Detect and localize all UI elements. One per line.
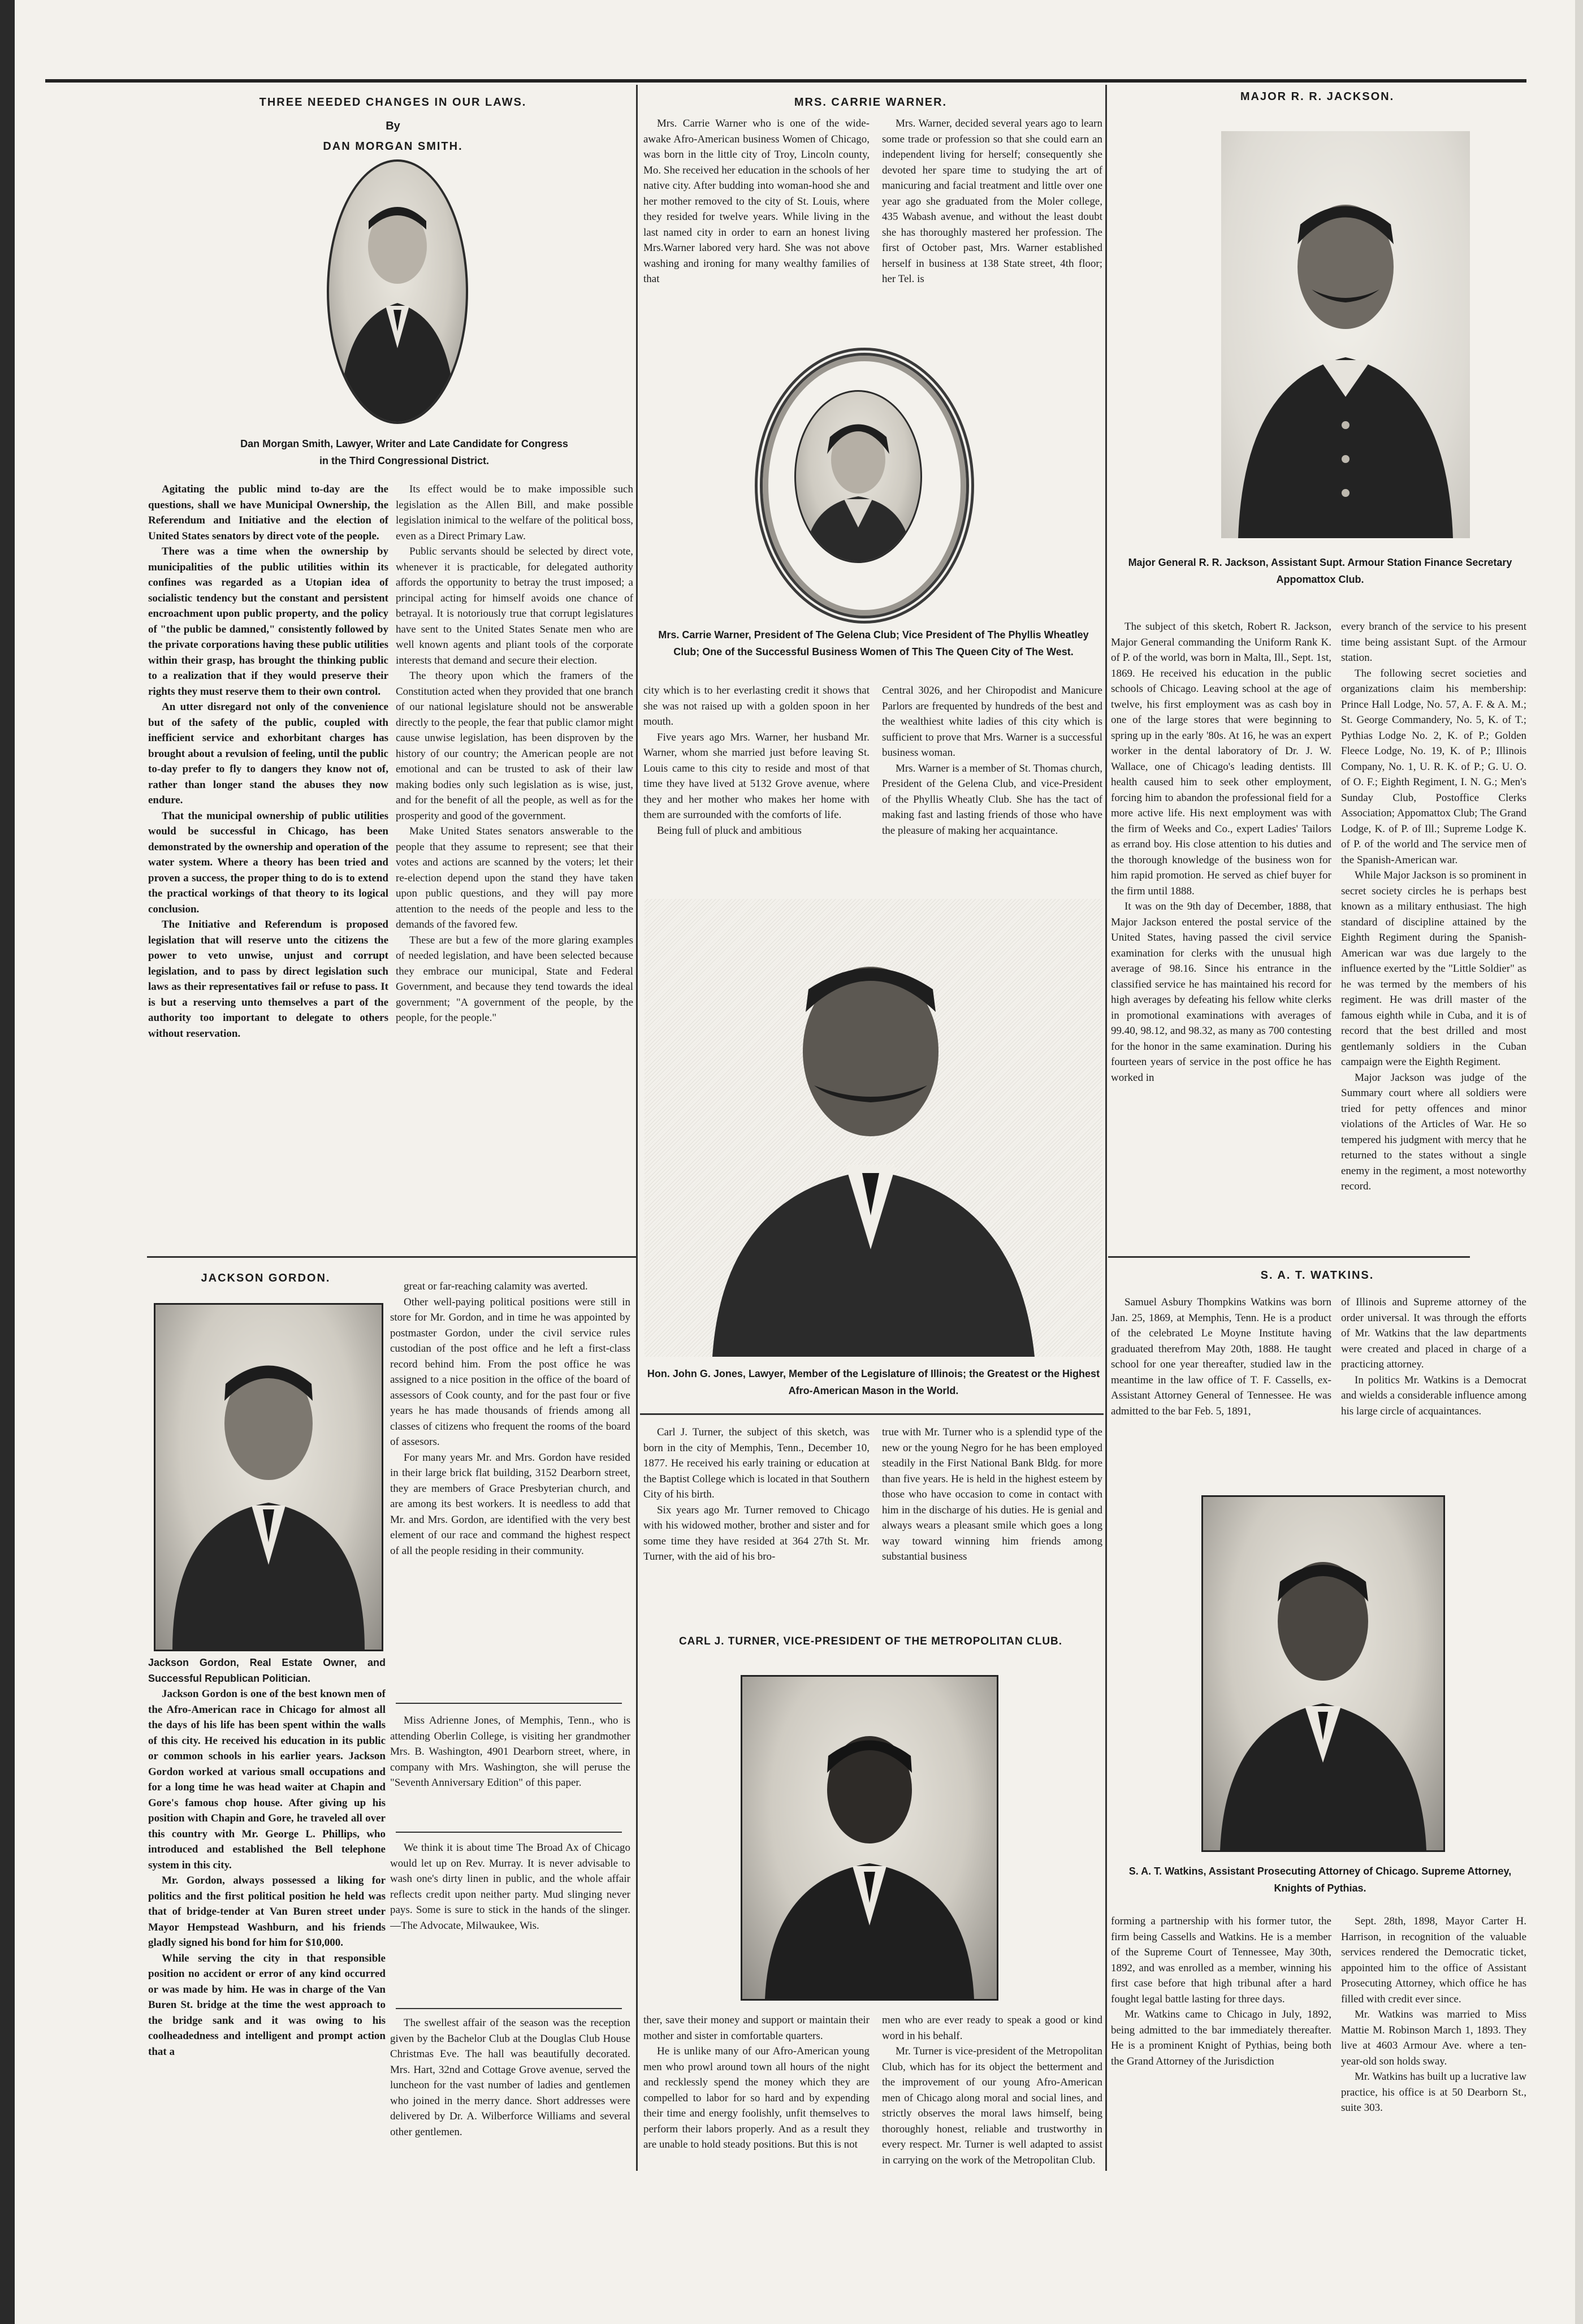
caption-line-2: in the Third Congressional District.	[319, 455, 490, 466]
paragraph: These are but a few of the more glaring examples of needed legislation, and have been selected because they embrace our municipal, State and Federal Government, and because they tend towards the ideal government; "A government of the people, by the people, for the people."	[396, 934, 633, 1024]
article-column-left	[148, 1655, 386, 2314]
paragraph: The Initiative and Referendum is proposed legislation that will reserve unto the citizens the power to veto unwise, unjust and corrupt legislation, and to pass by direct legislation such laws as their representatives fail or refuse to pass. It is but a reserving unto themselves a part of the authority too important to delegate to others without reservation.	[148, 919, 388, 1040]
article-headline: JACKSON GORDON.	[201, 1272, 331, 1284]
paragraph: Being full of pluck and ambitious	[657, 824, 802, 837]
article-headline: THREE NEEDED CHANGES IN OUR LAWS.	[259, 96, 527, 109]
photo-caption: Major General R. R. Jackson, Assistant Supt. Armour Station Finance Secretary Appomattox Club.	[1128, 557, 1512, 585]
article-column-left	[643, 116, 870, 339]
news-note	[390, 2015, 630, 2309]
paragraph: He is unlike many of our Afro-American young men who prowl around town all hours of the night and recklessly spend the money which they are compelled to labor for so hard and by expending their time and energy foolishly, unfit themselves to perform their labors properly. And as a result they are unable to hold steady positions. But this is not	[643, 2045, 870, 2150]
paragraph: Six years ago Mr. Turner removed to Chicago with his widowed mother, brother and sister and for some time they have resided at 364 27th St. Mr. Turner, with the aid of his bro-	[643, 1504, 870, 1563]
article-column-right	[1341, 1914, 1526, 2264]
article-headline: CARL J. TURNER, VICE-PRESIDENT OF THE METROPOLITAN CLUB.	[678, 1635, 1063, 1647]
paragraph: ther, save their money and support or maintain their mother and sister in comfortable quarters.	[643, 2014, 870, 2042]
portrait-carrie-warner	[794, 390, 922, 563]
news-note	[390, 1713, 630, 1826]
paragraph: That the municipal ownership of public utilities would be successful in Chicago, has been demonstrated by the ownership and operation of the water system. Where a theory has been tried and proven a success, the proper thing to do is to extend the practical workings of that theory to its logical conclusion.	[148, 810, 388, 915]
article-column-right	[882, 683, 1102, 886]
paragraph: Other well-paying political positions were still in store for Mr. Gordon, and in time he was appointed by postmaster Gordon, under the civil service rules custodian of the post office and he left a first-class record behind him. From the post office he was assigned to a nice position in the office of the board of assessors of Cook county, and for the past four or five years he has made thousands of friends among all classes of citizens who frequent the rooms of the board of assesors.	[390, 1296, 630, 1448]
article-column-left	[643, 683, 870, 886]
section-rule	[396, 2008, 622, 2009]
byline-by: By	[386, 120, 400, 132]
paragraph: of Illinois and Supreme attorney of the order universal. It was through the efforts of Mr. Watkins that the law departments were created and placed in charge of a practicing attorney.	[1341, 1296, 1526, 1370]
paragraph: Major Jackson was judge of the Summary court where all soldiers were tried for petty offences and minor violations of the Articles of War. He so tempered his judgment with mercy that he returned to the states without a single enemy in the regiment, a most noteworthy record.	[1341, 1071, 1526, 1192]
paragraph: Its effect would be to make impossible such legislation as the Allen Bill, and make possible legislation inimical to the welfare of the political boss, even as a Direct Primary Law.	[396, 483, 633, 542]
photo-caption: Jackson Gordon, Real Estate Owner, and Successful Republican Politician.	[148, 1657, 386, 1684]
top-rule	[45, 79, 1526, 83]
paragraph: Carl J. Turner, the subject of this sketch, was born in the city of Memphis, Tenn., December 10, 1877. He received his early training or education at the Baptist College which is located in that Southern City of his birth.	[643, 1426, 870, 1500]
paragraph: Mr. Watkins was married to Miss Mattie M. Robinson March 1, 1893. They live at 4603 Armour Ave. where a ten-year-old son holds sway.	[1341, 2009, 1526, 2067]
paragraph: Miss Adrienne Jones, of Memphis, Tenn., who is attending Oberlin College, is visiting her grandmother Mrs. B. Washington, 4901 Dearborn street, where, in company with Mrs. Washington, she will peruse the "Seventh Anniversary Edition" of this paper.	[390, 1715, 630, 1789]
news-note	[390, 1840, 630, 2004]
portrait-s-a-t-watkins	[1201, 1495, 1445, 1852]
engraving-john-g-jones	[645, 899, 1102, 1357]
portrait-dan-morgan-smith	[327, 159, 468, 424]
photo-caption: S. A. T. Watkins, Assistant Prosecuting Attorney of Chicago. Supreme Attorney, Knights of Pythias.	[1128, 1866, 1512, 1894]
paragraph: While Major Jackson is so prominent in secret society circles he is perhaps best known as a military enthusiast. The high standard of discipline attained by the Eighth Regiment during the Spanish-American war was due largely to the influence exerted by the "Little Soldier" as he was termed by the members of his regiment. He was drill master of the famous eighth while in Cuba, and it is of record that the best drilled and most gentlemanly soldiers in the Cuban campaign were the Eighth Regiment.	[1341, 869, 1526, 1068]
paragraph: There was a time when the ownership by municipalities of the public utilities within its confines was regarded as a Utopian idea of socialistic tendency but the constant and persistent encroachment upon public property, and the policy of "the public be damned," consistently followed by the private corporations having these public utilities within their grasp, has brought the thinking public to a realization that if they would preserve their rights they must reserve them to their own control.	[148, 546, 388, 698]
article-column-left	[148, 482, 388, 1239]
paragraph: Sept. 28th, 1898, Mayor Carter H. Harrison, in recognition of the valuable services rendered the Democratic ticket, appointed him to the office of Assistant Prosecuting Attorney, which office he has filled with credit ever since.	[1341, 1915, 1526, 2005]
paragraph: Make United States senators answerable to the people that they assume to represent; see that their votes and actions are scanned by the voters; let their re-election depend upon the stand they have taken upon public questions, and they will pay more attention to the needs of the people and less to the demands of the favored few.	[396, 825, 633, 931]
article-column-left	[643, 1425, 870, 1569]
paragraph: The subject of this sketch, Robert R. Jackson, Major General commanding the Uniform Rank K. of P. of the world, was born in Malta, Ill., Sept. 1st, 1869. He received his education in the public schools of Chicago. Leaving school at the age of twelve, his first employment was as cash boy in one of the large stores that were beginning to spring up in the early '80s. At 16, he was an expert worker in the dental laboratory of Dr. J. W. Wallace, one of Chicago's leading dentists. Ill health caused him to seek other employment, forcing him to abandon the professional field for a more active life. His next employment was with the firm of Weeks and Co., expert Ladies' Tailors as errand boy. His close attention to his duties and the thorough knowledge of the business won for him rapid promotion. He served as chief buyer for the firm until 1888.	[1111, 621, 1331, 897]
paragraph: Public servants should be selected by direct vote, whenever it is practicable, for delegated authority affords the opportunity to betray the trust imposed; a principal acting for himself avoids one chance of betrayal. It is notoriously true that corrupt legislatures have sent to the United States Senate men who are well known agents and pliant tools of the corporate interests that demand and secure their election.	[396, 546, 633, 667]
byline-name: DAN MORGAN SMITH.	[323, 140, 463, 153]
photo-caption: Mrs. Carrie Warner, President of The Gelena Club; Vice President of The Phyllis Wheatley Club; One of the Successful Business Women of This The Queen City of The West.	[658, 629, 1089, 657]
article-column-right	[1341, 1295, 1526, 1464]
article-headline: MAJOR R. R. JACKSON.	[1240, 90, 1395, 103]
column-rule	[636, 85, 638, 2171]
article-column-right	[1341, 619, 1526, 1244]
section-rule	[396, 1832, 622, 1833]
photo-caption	[170, 435, 639, 469]
article-headline: MRS. CARRIE WARNER.	[794, 96, 948, 109]
page-edge-right	[1575, 0, 1583, 2324]
article-column-right	[882, 1425, 1102, 1569]
portrait-carl-j-turner	[741, 1675, 998, 2001]
paragraph: While serving the city in that responsible position no accident or error of any kind occurred or was made by him. He was in charge of the Van Buren St. bridge at the time the west approach to the bridge sank and it was owing to his coolheadedness and intelligent and prompt action that a	[148, 1952, 386, 2058]
paragraph: forming a partnership with his former tutor, the firm being Cassells and Watkins. He is a member of the Supreme Court of Tennessee, May 30th, 1892, and was enrolled as a member, winning his first case before that high tribunal after a hard fought legal battle lasting for three days.	[1111, 1915, 1331, 2005]
paragraph: Mr. Watkins has built up a lucrative law practice, his office is at 50 Dearborn St., suite 303.	[1341, 2071, 1526, 2114]
paragraph: For many years Mr. and Mrs. Gordon have resided in their large brick flat building, 3152 Dearborn street, they are members of Grace Presbyterian church, and are among its best workers. It is needless to add that Mr. and Mrs. Gordon, are identified with the very best element of our race and command the highest respect of all the people residing in their community.	[390, 1451, 630, 1557]
paragraph: The theory upon which the framers of the Constitution acted when they provided that one branch of our national legislature should not be answerable directly to the people, the fear that public clamor might cause unwise legislation, has been disproven by the history of our country; the American people are not emotional and can be trusted to ask of their law making bodies only such legislation as is wise, just, and for the benefit of all the people, as well as for the prosperity and good of the government.	[396, 670, 633, 822]
article-column-left	[1111, 1295, 1331, 1464]
photo-caption: Hon. John G. Jones, Lawyer, Member of the Legislature of Illinois; the Greatest or the Highest Afro-American Mason in the World.	[647, 1368, 1100, 1396]
section-rule	[396, 1703, 622, 1704]
paragraph: The following secret societies and organizations claim his membership: Prince Hall Lodge, No. 57, A. F. & A. M.; St. George Commandery, No. 5, K. of T.; Pythias Lodge No. 2, K. of P.; Golden Fleece Lodge, No. 19, K. of P.; Illinois Company, No. 1, U. R. K. of P.; G. U. O. of O. F.; Eighth Regiment, I. N. G.; Men's Sunday Club, Postoffice Clerks Association; Appomattox Club; The Grand Lodge, K. of P. of Ill.; Supreme Lodge K. of P. of the world and The service men of the Spanish-American war.	[1341, 667, 1526, 866]
section-rule	[1108, 1256, 1470, 1258]
article-column-left	[1111, 1914, 1331, 2264]
section-rule	[640, 1413, 1104, 1415]
paragraph: Mrs. Warner, decided several years ago to learn some trade or profession so that she could earn an independent living for herself; consequently she devoted her spare time to studying the art of manicuring and facial treatment and little over one year ago she graduated from the Moler college, 435 Wabash avenue, and without the least doubt she has thoroughly mastered her profession. The first of October past, Mrs. Warner established herself in business at 138 State street, 4th floor; her Tel. is	[882, 118, 1102, 285]
paragraph: Mrs. Warner is a member of St. Thomas church, President of the Gelena Club, and vice-President of the Phyllis Wheatly Club. She has the tact of making fast and lasting friends of those who have the pleasure of making her acquaintance.	[882, 762, 1102, 837]
paragraph: Mr. Gordon, always possessed a liking for politics and the first political position he held was that of bridge-tender at Van Buren street under Mayor Hempstead Washburn, and his friends gladly signed his bond for him for $10,000.	[148, 1875, 386, 1949]
paragraph: In politics Mr. Watkins is a Democrat and wields a considerable influence among his large circle of acquaintances.	[1341, 1374, 1526, 1417]
column-rule	[1105, 85, 1107, 2171]
paragraph: Agitating the public mind to-day are the questions, shall we have Municipal Ownership, the Referendum and Initiative and the election of United States senators by direct vote of the people.	[148, 483, 388, 542]
paragraph: It was on the 9th day of December, 1888, that Major Jackson entered the postal service of the United States, having passed the civil service examination for clerks with the unusual high average of 98.16. Since his entrance in the classified service he has maintained his record for high averages by defeating his fellow white clerks in promotional examinations with averages of 99.40, 98.12, and 98.32, as many as 700 contesting for the honor in the same examination. During his fourteen years of service in the post office he has worked in	[1111, 901, 1331, 1084]
article-column-right	[882, 2013, 1102, 2261]
paragraph: We think it is about time The Broad Ax of Chicago would let up on Rev. Murray. It is never advisable to wash one's dirty linen in public, and the whole affair reflects credit upon neither party. Mud slinging never pays. Some is sure to stick in the hands of the slinger.—The Advocate, Milwaukee, Wis.	[390, 1842, 630, 1932]
article-column-right	[390, 1279, 630, 1697]
paragraph: Mr. Watkins came to Chicago in July, 1892, being admitted to the bar immediately thereafter. He is a prominent Knight of Pythias, being both the Grand Attorney of the Jurisdiction	[1111, 2009, 1331, 2067]
article-column-right	[396, 482, 633, 1239]
article-column-left	[643, 2013, 870, 2261]
paragraph: every branch of the service to his present time being assistant Supt. of the Armour station.	[1341, 621, 1526, 664]
paragraph: great or far-reaching calamity was averted.	[404, 1280, 588, 1292]
section-rule	[147, 1256, 636, 1258]
article-column-left	[1111, 619, 1331, 1244]
caption-line-1: Dan Morgan Smith, Lawyer, Writer and Late Candidate for Congress	[240, 438, 568, 449]
paragraph: Mrs. Carrie Warner who is one of the wide-awake Afro-American business Women of Chicago, was born in the little city of Troy, Lincoln county, Mo. She received her education in the schools of her native city. After budding into woman-hood she and her mother removed to the city of St. Louis, where they resided for twelve years. While living in the last named city in order to earn an honest living Mrs.Warner labored very hard. She was not above washing and ironing for many wealthy families of that	[643, 118, 870, 285]
portrait-major-r-r-jackson	[1221, 131, 1470, 538]
paragraph: men who are ever ready to speak a good or kind word in his behalf.	[882, 2014, 1102, 2042]
paragraph: Jackson Gordon is one of the best known men of the Afro-American race in Chicago for almost all the days of his life has been spent within the walls of this city. He received his education in its public or common schools in his earlier years. Jackson Gordon worked at various small occupations and for a long time he was head waiter at Chapin and Gore's famous chop house. After giving up his position with Chapin and Gore, he traveled all over this country with Mr. George L. Phillips, who introduced and established the Bell telephone system in this city.	[148, 1688, 386, 1871]
article-column-right	[882, 116, 1102, 339]
paragraph: An utter disregard not only of the convenience but of the safety of the public, coupled with inefficient service and exhorbitant charges has brought about a revulsion of feeling, until the public to-day prefer to fly to dangers they know not of, rather than longer stand the abuses they now endure.	[148, 701, 388, 806]
paragraph: Five years ago Mrs. Warner, her husband Mr. Warner, whom she married just before leaving St. Louis came to this city to reside and most of that time they have lived at 5132 Grove avenue, where they and her mother who makes her home with them are surrounded with the comforts of life.	[643, 731, 870, 821]
paragraph: Central 3026, and her Chiropodist and Manicure Parlors are frequented by hundreds of the best and the wealthiest white ladies of this city which is sufficient to prove that Mrs. Warner is a successful business woman.	[882, 685, 1102, 759]
paragraph: Samuel Asbury Thompkins Watkins was born Jan. 25, 1869, at Memphis, Tenn. He is a product of the celebrated Le Moyne Institute having graduated therefrom May 20th, 1888. He taught school for one year thereafter, studied law in the meantime in the law office of T. F. Cassells, ex-Assistant Attorney General of Tennessee. He was admitted to the bar Feb. 5, 1891,	[1111, 1296, 1331, 1417]
portrait-jackson-gordon	[154, 1303, 383, 1651]
article-headline: S. A. T. WATKINS.	[1260, 1269, 1374, 1282]
paragraph: city which is to her everlasting credit it shows that she was not raised up with a golden spoon in her mouth.	[643, 685, 870, 728]
paragraph: Mr. Turner is vice-president of the Metropolitan Club, which has for its object the betterment and the improvement of our young Afro-American men of Chicago along moral and social lines, and strictly observes the moral laws himself, being thoroughly honest, reliable and trustworthy in every respect. Mr. Turner is well adapted to assist in carrying on the work of the Metropolitan Club.	[882, 2045, 1102, 2166]
paragraph: true with Mr. Turner who is a splendid type of the new or the young Negro for he has been employed steadily in the First National Bank Bldg. for more than five years. He is held in the highest esteem by those who have occasion to come in contact with him in the discharge of his duties. He is genial and always wears a pleasant smile which goes a long way toward winning him friends among substantial business	[882, 1426, 1102, 1563]
paragraph: The swellest affair of the season was the reception given by the Bachelor Club at the Douglas Club House Christmas Eve. The hall was beautifully decorated. Mrs. Hart, 32nd and Cottage Grove avenue, served the luncheon for the vast number of ladies and gentlemen who joined in the merry dance. Short addresses were delivered by Dr. A. Wilberforce Williams and several other gentlemen.	[390, 2017, 630, 2138]
page-edge-left	[0, 0, 15, 2324]
